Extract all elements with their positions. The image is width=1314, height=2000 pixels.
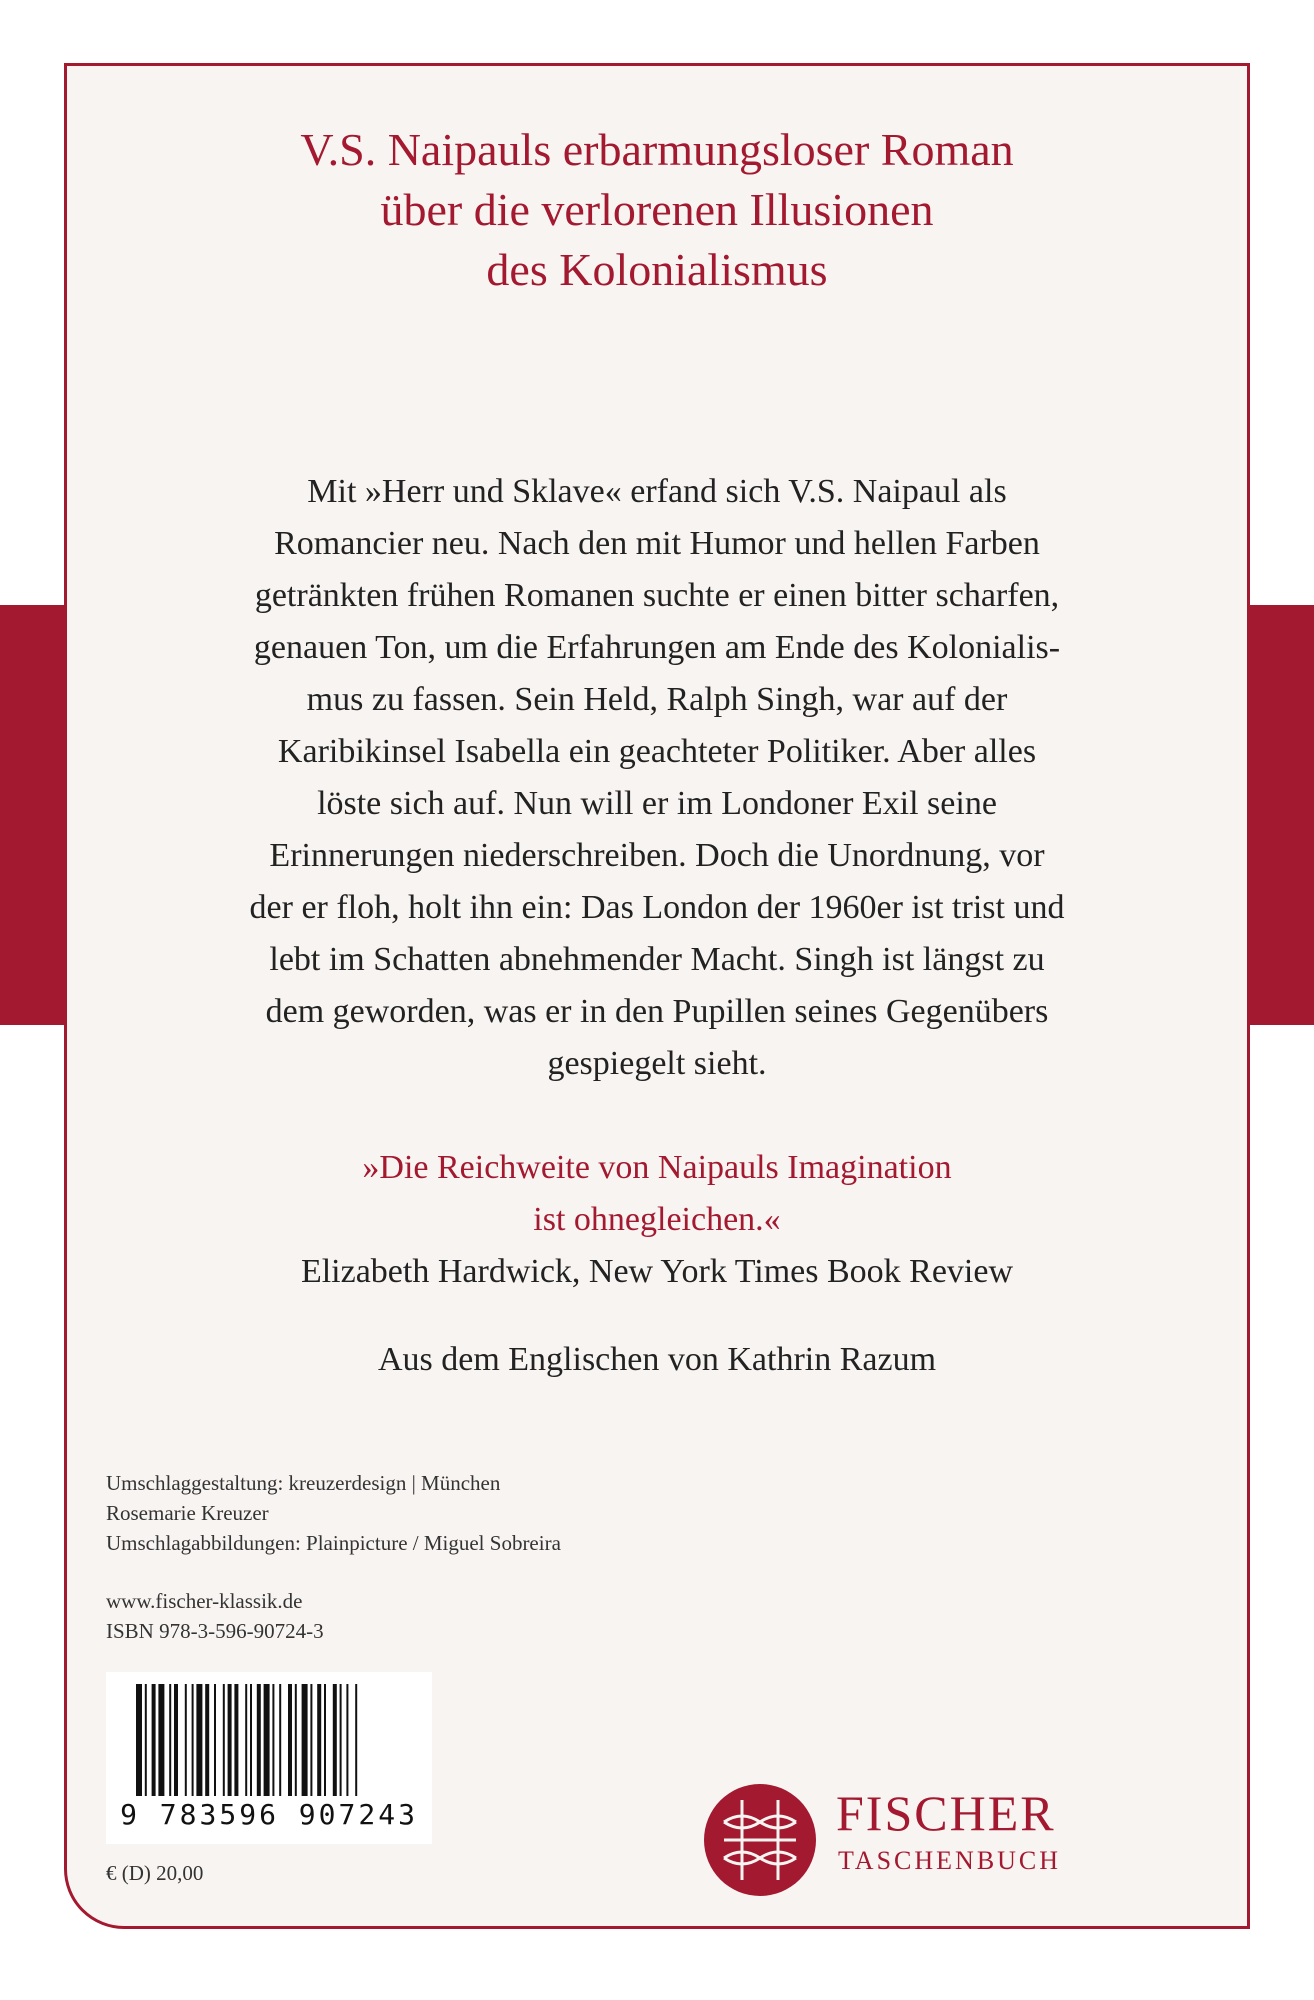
blurb-line: genauen Ton, um die Erfahrungen am Ende des Kolonialis- <box>253 629 1061 666</box>
blurb-line: Mit »Herr und Sklave« erfand sich V.S. Naipaul als <box>307 473 1007 510</box>
credit-line: Umschlagabbildungen: Plainpicture / Miguel Sobreira <box>106 1531 561 1555</box>
blurb-line: Erinnerungen niederschreiben. Doch die Unordnung, vor <box>269 837 1045 874</box>
blurb-line: Karibikinsel Isabella ein geachteter Politiker. Aber alles <box>277 733 1037 770</box>
quote-line: ist ohnegleichen.« <box>533 1201 781 1238</box>
headline-line: V.S. Naipauls erbarmungsloser Roman <box>300 124 1014 175</box>
quote-line: »Die Reichweite von Naipauls Imagination <box>362 1149 952 1186</box>
blurb-line: gespiegelt sieht. <box>547 1045 767 1082</box>
blurb-line: löste sich auf. Nun will er im Londoner Exil seine <box>317 785 997 822</box>
website-isbn <box>106 1586 324 1646</box>
blurb-line: getränkten frühen Romanen suchte er einen bitter scharfen, <box>254 577 1060 614</box>
barcode-digits: 9 783596 907243 <box>120 1798 418 1831</box>
headline-line: über die verlorenen Illusionen <box>380 184 934 235</box>
right-accent-band <box>1250 605 1314 1025</box>
fischer-fish-emblem-icon <box>702 1782 818 1898</box>
blurb-line: Romancier neu. Nach den mit Humor und hellen Farben <box>274 525 1040 562</box>
headline-line: des Kolonialismus <box>486 244 828 295</box>
review-quote <box>0 1142 1314 1246</box>
barcode <box>106 1672 432 1844</box>
price: € (D) 20,00 <box>106 1861 204 1885</box>
credit-line: Rosemarie Kreuzer <box>106 1501 269 1525</box>
translator-credit: Aus dem Englischen von Kathrin Razum <box>377 1341 937 1378</box>
publisher-name: FISCHER <box>836 1785 1056 1841</box>
ean-barcode-icon <box>136 1684 402 1796</box>
website-link[interactable]: www.fischer-klassik.de <box>106 1589 303 1613</box>
isbn: ISBN 978-3-596-90724-3 <box>106 1619 324 1643</box>
blurb <box>150 466 1164 1090</box>
blurb-line: der er floh, holt ihn ein: Das London der 1960er ist trist und <box>249 889 1065 926</box>
design-credits <box>106 1468 561 1558</box>
blurb-line: mus zu fassen. Sein Held, Ralph Singh, war auf der <box>306 681 1008 718</box>
publisher-imprint: TASCHENBUCH <box>838 1846 1062 1875</box>
blurb-line: lebt im Schatten abnehmender Macht. Singh ist längst zu <box>269 941 1045 978</box>
credit-line: Umschlaggestaltung: kreuzerdesign | München <box>106 1471 501 1495</box>
quote-source: Elizabeth Hardwick, New York Times Book Review <box>300 1253 1014 1290</box>
headline <box>0 120 1314 300</box>
blurb-line: dem geworden, was er in den Pupillen seines Gegenübers <box>265 993 1049 1030</box>
